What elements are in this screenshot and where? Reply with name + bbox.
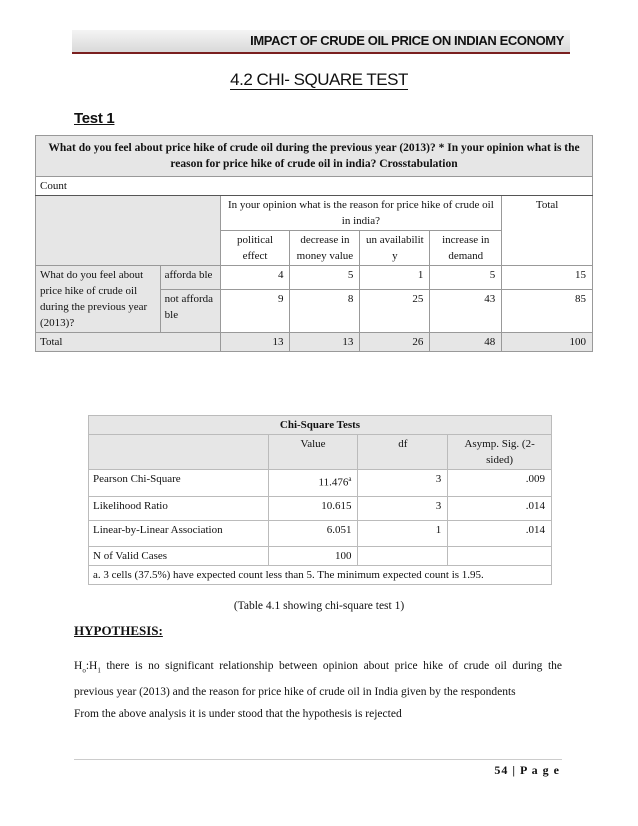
- crosstab-total-header: Total: [502, 196, 593, 266]
- crosstab-total-cell: 48: [430, 333, 502, 352]
- chisq-sig: .009: [448, 470, 552, 497]
- chisq-value: 6.051: [268, 521, 358, 547]
- page-header: [72, 30, 570, 54]
- crosstab-cell: 9: [220, 289, 290, 332]
- chisq-header-value: Value: [268, 435, 358, 470]
- crosstab-cell: 5: [430, 266, 502, 290]
- crosstab-row-label: afforda ble: [160, 266, 220, 290]
- crosstab-caption: What do you feel about price hike of crude oil during the previous year (2013)? * In your opinion what is the reason for price hike of crude oil in india? Crosstabulation: [36, 136, 593, 177]
- crosstab-cell: 5: [290, 266, 360, 290]
- crosstab-cell: 43: [430, 289, 502, 332]
- test-label: Test 1: [74, 110, 115, 127]
- chisq-title: Chi-Square Tests: [89, 416, 552, 435]
- chisq-df: 1: [358, 521, 448, 547]
- chisq-footnote-marker: a: [348, 475, 352, 483]
- chisq-value: 100: [268, 547, 358, 566]
- chi-square-table: [88, 415, 552, 585]
- crosstab-total-cell: 13: [290, 333, 360, 352]
- h1-subscript: 1: [97, 666, 101, 675]
- chisq-corner: [89, 435, 269, 470]
- crosstab-row-total: 15: [502, 266, 593, 290]
- hypothesis-statement: there is no significant relationship between opinion about price hike of crude oil during the previous year (2013) and the reason for price hike of crude oil in India given by the respondents: [74, 660, 562, 699]
- chisq-row-label: Likelihood Ratio: [89, 497, 269, 521]
- crosstab-corner: [36, 196, 221, 266]
- crosstab-column-header: decrease in money value: [290, 231, 360, 266]
- crosstab-column-header: increase in demand: [430, 231, 502, 266]
- crosstab-column-header: un availabilit y: [360, 231, 430, 266]
- crosstab-cell: 8: [290, 289, 360, 332]
- chisq-value-number: 11.476: [318, 476, 349, 489]
- chisq-df: [358, 547, 448, 566]
- h1-symbol: :H: [85, 660, 98, 672]
- crosstab-column-group-header: In your opinion what is the reason for price hike of crude oil in india?: [220, 196, 502, 231]
- chisq-df: 3: [358, 497, 448, 521]
- page-number: 54 | P a g e: [494, 763, 560, 777]
- h0-symbol: H: [74, 660, 83, 672]
- header-title: IMPACT OF CRUDE OIL PRICE ON INDIAN ECONOMY: [250, 33, 564, 48]
- crosstab-grand-total: 100: [502, 333, 593, 352]
- chisq-value: [268, 470, 358, 497]
- crosstab-total-cell: 26: [360, 333, 430, 352]
- crosstab-total-label: Total: [36, 333, 221, 352]
- crosstab-count-label: Count: [36, 177, 593, 196]
- hypothesis-heading: HYPOTHESIS:: [74, 623, 163, 638]
- crosstab-row-total: 85: [502, 289, 593, 332]
- chisq-row-label: N of Valid Cases: [89, 547, 269, 566]
- chisq-value: 10.615: [268, 497, 358, 521]
- section-title-text: 4.2 CHI- SQUARE TEST: [230, 70, 408, 89]
- chisq-header-df: df: [358, 435, 448, 470]
- chisq-sig: [448, 547, 552, 566]
- chisq-sig: .014: [448, 497, 552, 521]
- chisq-row-label: Linear-by-Linear Association: [89, 521, 269, 547]
- crosstab-row-label: not afforda ble: [160, 289, 220, 332]
- chisq-df: 3: [358, 470, 448, 497]
- crosstab-row-group-label: What do you feel about price hike of crude oil during the previous year (2013)?: [36, 266, 161, 333]
- table-caption: (Table 4.1 showing chi-square test 1): [233, 600, 405, 612]
- chisq-header-sig: Asymp. Sig. (2-sided): [448, 435, 552, 470]
- hypothesis-conclusion: From the above analysis it is under stood that the hypothesis is rejected: [74, 708, 402, 721]
- chisq-sig: .014: [448, 521, 552, 547]
- chisq-footnote: a. 3 cells (37.5%) have expected count less than 5. The minimum expected count is 1.95.: [89, 566, 552, 585]
- hypothesis-text: [74, 655, 562, 725]
- h0-subscript: o: [82, 666, 86, 675]
- crosstab-table: [35, 135, 593, 352]
- chisq-row-label: Pearson Chi-Square: [89, 470, 269, 497]
- section-title: [0, 70, 638, 90]
- crosstab-cell: 4: [220, 266, 290, 290]
- crosstab-column-header: political effect: [220, 231, 290, 266]
- crosstab-cell: 25: [360, 289, 430, 332]
- footer-divider: [74, 759, 562, 760]
- crosstab-total-cell: 13: [220, 333, 290, 352]
- crosstab-cell: 1: [360, 266, 430, 290]
